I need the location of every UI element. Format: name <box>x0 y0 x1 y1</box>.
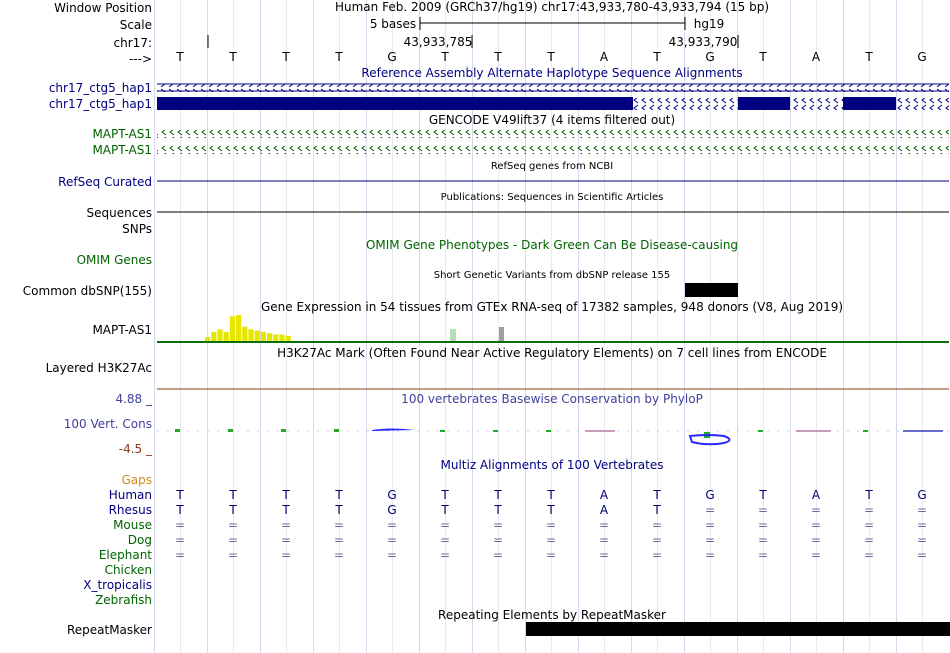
alignment-base: = <box>280 518 292 532</box>
alignment-base: = <box>386 533 398 547</box>
alignment-base: = <box>863 533 875 547</box>
alignment-base: = <box>492 533 504 547</box>
alt-hap-track-title[interactable]: Reference Assembly Alternate Haplotype Sequence Alignments <box>361 66 743 80</box>
alignment-base: T <box>229 488 237 502</box>
alignment-base: = <box>810 548 822 562</box>
species-label-chicken: Chicken <box>104 563 152 577</box>
reference-base: A <box>599 50 609 64</box>
scale-label: Scale <box>119 18 152 32</box>
alignment-base: = <box>227 518 239 532</box>
alignment-base: = <box>863 518 875 532</box>
alignment-base: = <box>757 548 769 562</box>
alignment-base: T <box>176 488 184 502</box>
alignment-base: = <box>704 518 716 532</box>
species-label-dog: Dog <box>127 533 152 547</box>
gencode-track-title[interactable]: GENCODE V49lift37 (4 items filtered out) <box>428 113 676 127</box>
publications-label[interactable]: Sequences <box>86 206 152 220</box>
scale-db-text: hg19 <box>693 17 725 31</box>
alignment-base: T <box>494 503 502 517</box>
publications-track-title[interactable]: Publications: Sequences in Scientific Articles <box>440 192 664 203</box>
alignment-base: = <box>333 548 345 562</box>
alignment-base: = <box>810 518 822 532</box>
alignment-base: A <box>811 488 821 502</box>
alignment-base: T <box>282 503 290 517</box>
alignment-base: T <box>441 488 449 502</box>
alignment-base: T <box>494 488 502 502</box>
gaps-label: Gaps <box>121 473 152 487</box>
alt-hap-label-1[interactable]: chr17_ctg5_hap1 <box>48 81 152 95</box>
alignment-base: = <box>174 533 186 547</box>
alignment-base: T <box>759 488 767 502</box>
alignment-base: A <box>599 503 609 517</box>
reference-base: T <box>335 50 343 64</box>
reference-base: T <box>547 50 555 64</box>
alignment-base: = <box>280 533 292 547</box>
dbsnp-label[interactable]: Common dbSNP(155) <box>22 284 152 298</box>
alignment-base: T <box>653 488 661 502</box>
alignment-base: T <box>335 503 343 517</box>
reference-base: T <box>441 50 449 64</box>
alignment-base: T <box>653 503 661 517</box>
alignment-base: = <box>757 518 769 532</box>
alignment-base: G <box>387 488 397 502</box>
coordinate-label-1: 43,933,785 <box>403 35 473 49</box>
alignment-base: = <box>810 503 822 517</box>
reference-base: G <box>917 50 927 64</box>
alignment-base: T <box>335 488 343 502</box>
alignment-base: = <box>545 548 557 562</box>
alignment-base: T <box>282 488 290 502</box>
repeatmasker-label[interactable]: RepeatMasker <box>66 623 152 637</box>
alignment-base: = <box>174 518 186 532</box>
alignment-base: A <box>599 488 609 502</box>
alignment-base: G <box>387 503 397 517</box>
alignment-base: = <box>598 548 610 562</box>
alignment-base: T <box>229 503 237 517</box>
alignment-base: = <box>810 533 822 547</box>
gencode-label-1[interactable]: MAPT-AS1 <box>92 127 152 141</box>
phylop-track-title[interactable]: 100 vertebrates Basewise Conservation by PhyloP <box>401 392 703 406</box>
snps-label[interactable]: SNPs <box>122 222 152 236</box>
alignment-base: = <box>704 503 716 517</box>
alignment-base: = <box>333 533 345 547</box>
alignment-base: = <box>704 533 716 547</box>
species-label-elephant: Elephant <box>98 548 152 562</box>
omim-label[interactable]: OMIM Genes <box>76 253 152 267</box>
alignment-base: = <box>333 518 345 532</box>
reference-base: T <box>176 50 184 64</box>
alignment-base: T <box>865 488 873 502</box>
reference-base: T <box>229 50 237 64</box>
species-label-zebrafish: Zebrafish <box>95 593 152 607</box>
refseq-label[interactable]: RefSeq Curated <box>58 175 152 189</box>
gtex-track-title[interactable]: Gene Expression in 54 tissues from GTEx RNA-seq of 17382 samples, 948 donors (V8, Aug 2019) <box>260 300 844 314</box>
alignment-base: = <box>916 533 928 547</box>
alignment-base: = <box>916 518 928 532</box>
alignment-base: = <box>651 548 663 562</box>
dbsnp-track-title[interactable]: Short Genetic Variants from dbSNP release 155 <box>433 270 671 281</box>
alignment-base: = <box>598 518 610 532</box>
omim-track-title[interactable]: OMIM Gene Phenotypes - Dark Green Can Be Disease-causing <box>365 238 739 252</box>
alignment-base: = <box>704 548 716 562</box>
alignment-base: = <box>227 548 239 562</box>
alignment-base: = <box>386 518 398 532</box>
alignment-base: = <box>863 503 875 517</box>
reference-base: G <box>705 50 715 64</box>
alignment-base: T <box>176 503 184 517</box>
multiz-track-title[interactable]: Multiz Alignments of 100 Vertebrates <box>440 458 664 472</box>
alignment-base: = <box>439 533 451 547</box>
alignment-base: = <box>598 533 610 547</box>
alignment-base: = <box>916 548 928 562</box>
alignment-base: G <box>705 488 715 502</box>
species-label-rhesus: Rhesus <box>108 503 152 517</box>
phylop-label[interactable]: 100 Vert. Cons <box>63 417 152 431</box>
alignment-base: = <box>863 548 875 562</box>
species-label-human: Human <box>108 488 152 502</box>
alignment-base: = <box>492 548 504 562</box>
alignment-base: = <box>916 503 928 517</box>
phylop-max-label: 4.88 _ <box>115 392 152 406</box>
repeatmasker-track-title[interactable]: Repeating Elements by RepeatMasker <box>438 608 666 622</box>
alignment-base: T <box>547 488 555 502</box>
species-label-mouse: Mouse <box>113 518 152 532</box>
alignment-base: = <box>757 503 769 517</box>
scale-bases-text: 5 bases <box>369 17 417 31</box>
reference-base: T <box>759 50 767 64</box>
alignment-base: = <box>492 518 504 532</box>
alignment-base: = <box>174 548 186 562</box>
alignment-base: G <box>917 488 927 502</box>
h3k27ac-label[interactable]: Layered H3K27Ac <box>45 361 152 375</box>
strand-arrow-label: ---> <box>128 52 152 66</box>
reference-base: G <box>387 50 397 64</box>
alignment-base: = <box>757 533 769 547</box>
reference-base: A <box>811 50 821 64</box>
coordinate-label-2: 43,933,790 <box>668 35 738 49</box>
gencode-label-2[interactable]: MAPT-AS1 <box>92 143 152 157</box>
alignment-base: = <box>227 533 239 547</box>
reference-base: T <box>865 50 873 64</box>
alignment-base: T <box>441 503 449 517</box>
chrom-label: chr17: <box>113 36 152 50</box>
gtex-label[interactable]: MAPT-AS1 <box>92 323 152 337</box>
window-position-label: Window Position <box>54 1 152 15</box>
species-label-xtropicalis: X_tropicalis <box>83 578 152 592</box>
alignment-base: = <box>439 548 451 562</box>
alignment-base: = <box>439 518 451 532</box>
h3k27ac-track-title[interactable]: H3K27Ac Mark (Often Found Near Active Regulatory Elements) on 7 cell lines from ENCODE <box>277 346 827 360</box>
assembly-position-text: Human Feb. 2009 (GRCh37/hg19) chr17:43,933,780-43,933,794 (15 bp) <box>334 0 770 14</box>
alt-hap-label-2[interactable]: chr17_ctg5_hap1 <box>48 97 152 111</box>
alignment-base: = <box>651 533 663 547</box>
alignment-base: = <box>545 533 557 547</box>
refseq-track-title[interactable]: RefSeq genes from NCBI <box>490 161 614 172</box>
reference-base: T <box>494 50 502 64</box>
alignment-base: = <box>545 518 557 532</box>
alignment-base: = <box>651 518 663 532</box>
reference-base: T <box>282 50 290 64</box>
alignment-base: = <box>280 548 292 562</box>
alignment-base: T <box>547 503 555 517</box>
phylop-min-label: -4.5 _ <box>118 442 152 456</box>
alignment-base: = <box>386 548 398 562</box>
reference-base: T <box>653 50 661 64</box>
